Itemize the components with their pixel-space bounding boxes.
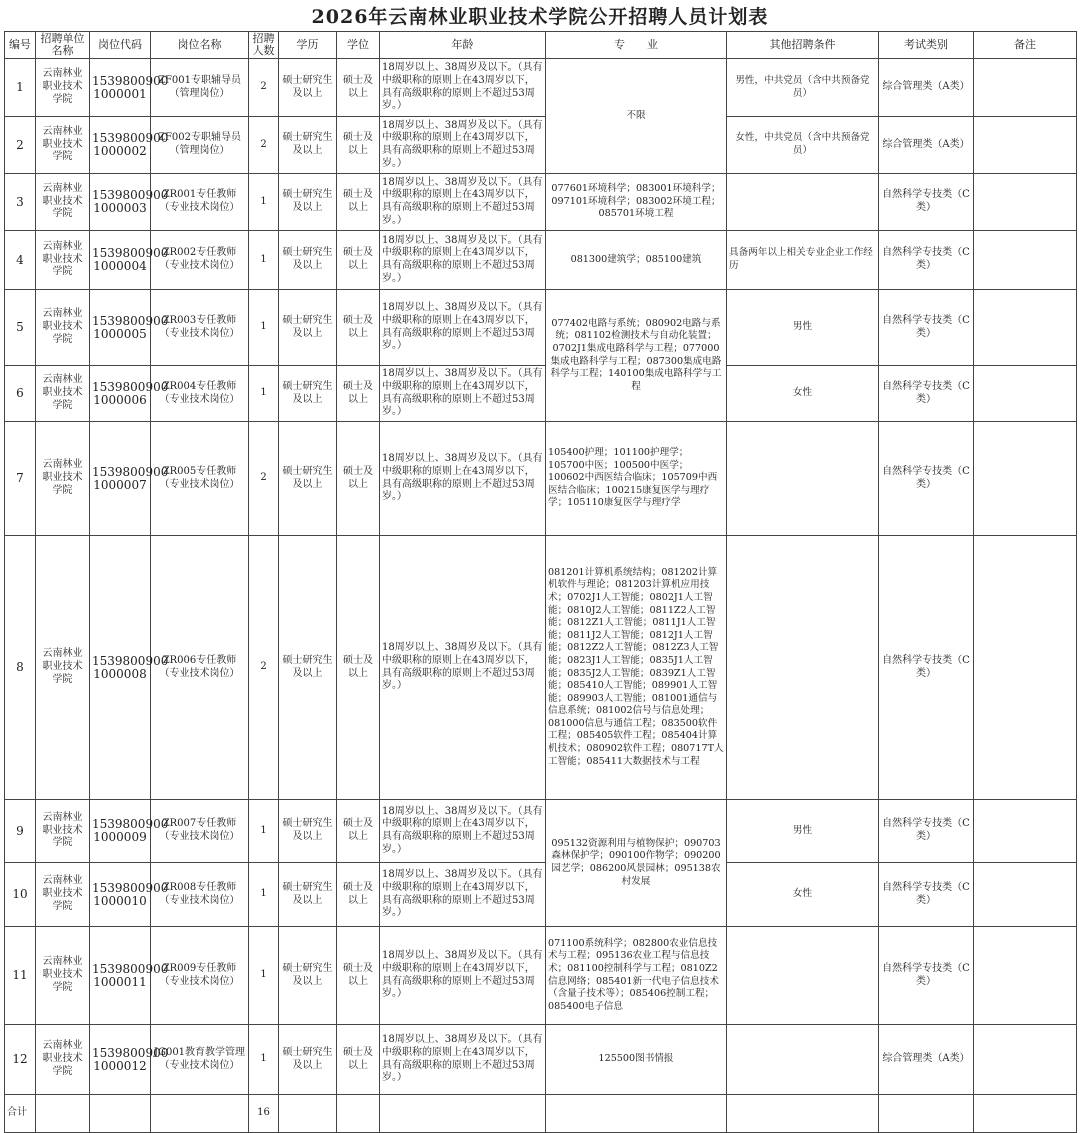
cell-code: 1539800900 1000006 <box>90 366 151 422</box>
table-row <box>5 59 1077 117</box>
cell-note <box>974 174 1077 231</box>
cell-count: 1 <box>249 800 279 863</box>
cell-edu: 硕士研究生及以上 <box>279 59 337 117</box>
cell-cond: 女性 <box>727 366 879 422</box>
cell-cond: 具备两年以上相关专业企业工作经历 <box>727 231 879 290</box>
total-empty <box>727 1095 879 1133</box>
cell-exam: 自然科学专技类（C类） <box>879 927 974 1025</box>
cell-major: 081300建筑学；085100建筑 <box>546 231 727 290</box>
cell-no: 10 <box>5 863 36 927</box>
cell-no: 11 <box>5 927 36 1025</box>
cell-exam: 自然科学专技类（C类） <box>879 536 974 800</box>
cell-unit: 云南林业职业技术学院 <box>36 1025 90 1095</box>
header-age: 年龄 <box>380 32 546 59</box>
cell-unit: 云南林业职业技术学院 <box>36 422 90 536</box>
cell-edu: 硕士研究生及以上 <box>279 290 337 366</box>
cell-no: 4 <box>5 231 36 290</box>
table-row <box>5 800 1077 863</box>
cell-cond: 男性 <box>727 800 879 863</box>
cell-degree: 硕士及以上 <box>337 1025 380 1095</box>
cell-post: ZR008专任教师（专业技术岗位） <box>151 863 249 927</box>
cell-count: 1 <box>249 927 279 1025</box>
cell-code: 1539800900 1000002 <box>90 117 151 174</box>
cell-cond: 男性，中共党员（含中共预备党员） <box>727 59 879 117</box>
cell-code: 1539800900 1000011 <box>90 927 151 1025</box>
cell-post: ZR002专任教师（专业技术岗位） <box>151 231 249 290</box>
cell-no: 8 <box>5 536 36 800</box>
cell-exam: 自然科学专技类（C类） <box>879 290 974 366</box>
header-major: 专 业 <box>546 32 727 59</box>
cell-age: 18周岁以上、38周岁及以下。（具有中级职称的原则上在43周岁以下，具有高级职称的原则上不超过53周岁。） <box>380 59 546 117</box>
cell-age: 18周岁以上、38周岁及以下。（具有中级职称的原则上在43周岁以下，具有高级职称的原则上不超过53周岁。） <box>380 290 546 366</box>
cell-code: 1539800900 1000008 <box>90 536 151 800</box>
cell-post: ZF002专职辅导员（管理岗位） <box>151 117 249 174</box>
cell-note <box>974 117 1077 174</box>
cell-edu: 硕士研究生及以上 <box>279 800 337 863</box>
cell-cond <box>727 1025 879 1095</box>
cell-age: 18周岁以上、38周岁及以下。（具有中级职称的原则上在43周岁以下，具有高级职称的原则上不超过53周岁。） <box>380 536 546 800</box>
total-empty <box>90 1095 151 1133</box>
cell-cond <box>727 422 879 536</box>
total-empty <box>380 1095 546 1133</box>
cell-edu: 硕士研究生及以上 <box>279 422 337 536</box>
total-empty <box>974 1095 1077 1133</box>
cell-note <box>974 59 1077 117</box>
cell-edu: 硕士研究生及以上 <box>279 366 337 422</box>
cell-code: 1539800900 1000007 <box>90 422 151 536</box>
cell-age: 18周岁以上、38周岁及以下。（具有中级职称的原则上在43周岁以下，具有高级职称的原则上不超过53周岁。） <box>380 927 546 1025</box>
cell-degree: 硕士及以上 <box>337 863 380 927</box>
cell-degree: 硕士及以上 <box>337 174 380 231</box>
table-row <box>5 117 1077 174</box>
cell-no: 12 <box>5 1025 36 1095</box>
cell-major: 077601环境科学；083001环境科学；097101环境科学；083002环境工程；085701环境工程 <box>546 174 727 231</box>
cell-count: 1 <box>249 366 279 422</box>
cell-note <box>974 290 1077 366</box>
cell-edu: 硕士研究生及以上 <box>279 536 337 800</box>
total-empty <box>337 1095 380 1133</box>
cell-no: 2 <box>5 117 36 174</box>
cell-exam: 自然科学专技类（C类） <box>879 800 974 863</box>
cell-degree: 硕士及以上 <box>337 231 380 290</box>
cell-code: 1539800900 1000005 <box>90 290 151 366</box>
table-row <box>5 366 1077 422</box>
header-edu: 学历 <box>279 32 337 59</box>
cell-edu: 硕士研究生及以上 <box>279 927 337 1025</box>
cell-major: 095132资源利用与植物保护；090703森林保护学；090100作物学；090200园艺学；086200风景园林；095138农村发展 <box>546 800 727 927</box>
cell-post: JG001教育教学管理（专业技术岗位） <box>151 1025 249 1095</box>
header-no: 编号 <box>5 32 36 59</box>
cell-edu: 硕士研究生及以上 <box>279 863 337 927</box>
cell-edu: 硕士研究生及以上 <box>279 231 337 290</box>
cell-unit: 云南林业职业技术学院 <box>36 231 90 290</box>
cell-major: 081201计算机系统结构；081202计算机软件与理论；081203计算机应用技术；0702J1人工智能；0802J1人工智能；0810J2人工智能；0811Z2人工智能；0812Z1人工智能；0811J1人工智能；0811J2人工智能；0812J1人工智能；0812Z2人工智能；0812Z3人工智能；0823J1人工智能；0835J1人工智能；0835J2人工智能；0839Z1人工智能；085410人工智能；089901人工智能；089903人工智能；081001通信与信息系统；081002信号与信息处理；081000信息与通信工程；083500软件工程；085405软件工程；085404计算机技术；080902软件工程；080717T人工智能；085411大数据技术与工程 <box>546 536 727 800</box>
cell-code: 1539800900 1000004 <box>90 231 151 290</box>
cell-post: ZF001专职辅导员（管理岗位） <box>151 59 249 117</box>
cell-no: 9 <box>5 800 36 863</box>
cell-major: 125500图书情报 <box>546 1025 727 1095</box>
cell-count: 1 <box>249 231 279 290</box>
header-count: 招聘人数 <box>249 32 279 59</box>
cell-note <box>974 1025 1077 1095</box>
total-empty <box>36 1095 90 1133</box>
cell-unit: 云南林业职业技术学院 <box>36 927 90 1025</box>
cell-unit: 云南林业职业技术学院 <box>36 800 90 863</box>
cell-post: ZR006专任教师（专业技术岗位） <box>151 536 249 800</box>
cell-unit: 云南林业职业技术学院 <box>36 290 90 366</box>
cell-major: 077402电路与系统；080902电路与系统；081102检测技术与自动化装置；0702J1集成电路科学与工程；077000集成电路科学与工程；087300集成电路科学与工程；140100集成电路科学与工程 <box>546 290 727 422</box>
cell-exam: 自然科学专技类（C类） <box>879 231 974 290</box>
cell-note <box>974 800 1077 863</box>
cell-unit: 云南林业职业技术学院 <box>36 863 90 927</box>
cell-cond: 女性，中共党员（含中共预备党员） <box>727 117 879 174</box>
cell-major: 105400护理；101100护理学；105700中医；100500中医学；100602中西医结合临床；105709中西医结合临床；100215康复医学与理疗学；105110康复医学与理疗学 <box>546 422 727 536</box>
cell-age: 18周岁以上、38周岁及以下。（具有中级职称的原则上在43周岁以下，具有高级职称的原则上不超过53周岁。） <box>380 1025 546 1095</box>
cell-count: 1 <box>249 290 279 366</box>
cell-code: 1539800900 1000010 <box>90 863 151 927</box>
cell-cond: 男性 <box>727 290 879 366</box>
cell-count: 2 <box>249 59 279 117</box>
cell-degree: 硕士及以上 <box>337 290 380 366</box>
cell-count: 2 <box>249 422 279 536</box>
cell-exam: 自然科学专技类（C类） <box>879 174 974 231</box>
cell-code: 1539800900 1000001 <box>90 59 151 117</box>
header-code: 岗位代码 <box>90 32 151 59</box>
cell-no: 5 <box>5 290 36 366</box>
cell-age: 18周岁以上、38周岁及以下。（具有中级职称的原则上在43周岁以下，具有高级职称的原则上不超过53周岁。） <box>380 174 546 231</box>
cell-cond <box>727 174 879 231</box>
cell-unit: 云南林业职业技术学院 <box>36 174 90 231</box>
total-empty <box>546 1095 727 1133</box>
cell-post: ZR004专任教师（专业技术岗位） <box>151 366 249 422</box>
table-row <box>5 422 1077 536</box>
cell-note <box>974 231 1077 290</box>
cell-no: 3 <box>5 174 36 231</box>
total-label: 合计 <box>5 1095 36 1133</box>
header-degree: 学位 <box>337 32 380 59</box>
cell-note <box>974 366 1077 422</box>
cell-exam: 自然科学专技类（C类） <box>879 422 974 536</box>
cell-count: 2 <box>249 117 279 174</box>
total-empty <box>151 1095 249 1133</box>
cell-edu: 硕士研究生及以上 <box>279 1025 337 1095</box>
cell-degree: 硕士及以上 <box>337 59 380 117</box>
cell-count: 2 <box>249 536 279 800</box>
cell-degree: 硕士及以上 <box>337 117 380 174</box>
page-title: 2026年云南林业职业技术学院公开招聘人员计划表 <box>311 6 769 28</box>
cell-unit: 云南林业职业技术学院 <box>36 117 90 174</box>
total-count: 16 <box>249 1095 279 1133</box>
cell-degree: 硕士及以上 <box>337 800 380 863</box>
cell-no: 7 <box>5 422 36 536</box>
header-note: 备注 <box>974 32 1077 59</box>
cell-note <box>974 422 1077 536</box>
cell-count: 1 <box>249 863 279 927</box>
cell-major: 071100系统科学；082800农业信息技术与工程；095136农业工程与信息技术；081100控制科学与工程；0810Z2信息网络；085401新一代电子信息技术（含量子技术等）；085406控制工程；085400电子信息 <box>546 927 727 1025</box>
cell-code: 1539800900 1000012 <box>90 1025 151 1095</box>
header-row <box>5 32 1077 59</box>
cell-post: ZR003专任教师（专业技术岗位） <box>151 290 249 366</box>
cell-edu: 硕士研究生及以上 <box>279 174 337 231</box>
cell-exam: 综合管理类（A类） <box>879 59 974 117</box>
table-row <box>5 863 1077 927</box>
cell-age: 18周岁以上、38周岁及以下。（具有中级职称的原则上在43周岁以下，具有高级职称的原则上不超过53周岁。） <box>380 231 546 290</box>
cell-count: 1 <box>249 174 279 231</box>
total-row <box>5 1095 1077 1133</box>
cell-post: ZR009专任教师（专业技术岗位） <box>151 927 249 1025</box>
cell-age: 18周岁以上、38周岁及以下。（具有中级职称的原则上在43周岁以下，具有高级职称的原则上不超过53周岁。） <box>380 422 546 536</box>
table-row <box>5 290 1077 366</box>
header-unit: 招聘单位名称 <box>36 32 90 59</box>
cell-code: 1539800900 1000003 <box>90 174 151 231</box>
cell-unit: 云南林业职业技术学院 <box>36 59 90 117</box>
cell-age: 18周岁以上、38周岁及以下。（具有中级职称的原则上在43周岁以下，具有高级职称的原则上不超过53周岁。） <box>380 366 546 422</box>
cell-code: 1539800900 1000009 <box>90 800 151 863</box>
cell-age: 18周岁以上、38周岁及以下。（具有中级职称的原则上在43周岁以下，具有高级职称的原则上不超过53周岁。） <box>380 800 546 863</box>
cell-post: ZR001专任教师（专业技术岗位） <box>151 174 249 231</box>
cell-note <box>974 536 1077 800</box>
header-exam: 考试类别 <box>879 32 974 59</box>
cell-no: 1 <box>5 59 36 117</box>
total-empty <box>279 1095 337 1133</box>
table-row <box>5 174 1077 231</box>
table-row <box>5 536 1077 800</box>
cell-degree: 硕士及以上 <box>337 422 380 536</box>
cell-exam: 综合管理类（A类） <box>879 117 974 174</box>
cell-degree: 硕士及以上 <box>337 366 380 422</box>
cell-age: 18周岁以上、38周岁及以下。（具有中级职称的原则上在43周岁以下，具有高级职称的原则上不超过53周岁。） <box>380 117 546 174</box>
cell-post: ZR005专任教师（专业技术岗位） <box>151 422 249 536</box>
cell-age: 18周岁以上、38周岁及以下。（具有中级职称的原则上在43周岁以下，具有高级职称的原则上不超过53周岁。） <box>380 863 546 927</box>
table-row <box>5 1025 1077 1095</box>
header-post: 岗位名称 <box>151 32 249 59</box>
cell-degree: 硕士及以上 <box>337 927 380 1025</box>
cell-edu: 硕士研究生及以上 <box>279 117 337 174</box>
cell-note <box>974 863 1077 927</box>
cell-cond: 女性 <box>727 863 879 927</box>
table-row <box>5 231 1077 290</box>
cell-unit: 云南林业职业技术学院 <box>36 536 90 800</box>
cell-cond <box>727 927 879 1025</box>
cell-exam: 自然科学专技类（C类） <box>879 366 974 422</box>
cell-exam: 综合管理类（A类） <box>879 1025 974 1095</box>
cell-degree: 硕士及以上 <box>337 536 380 800</box>
header-cond: 其他招聘条件 <box>727 32 879 59</box>
table-row <box>5 927 1077 1025</box>
cell-no: 6 <box>5 366 36 422</box>
cell-unit: 云南林业职业技术学院 <box>36 366 90 422</box>
cell-count: 1 <box>249 1025 279 1095</box>
cell-note <box>974 927 1077 1025</box>
cell-exam: 自然科学专技类（C类） <box>879 863 974 927</box>
total-empty <box>879 1095 974 1133</box>
recruitment-plan-table <box>4 31 1077 1133</box>
cell-post: ZR007专任教师（专业技术岗位） <box>151 800 249 863</box>
cell-major: 不限 <box>546 59 727 174</box>
cell-cond <box>727 536 879 800</box>
